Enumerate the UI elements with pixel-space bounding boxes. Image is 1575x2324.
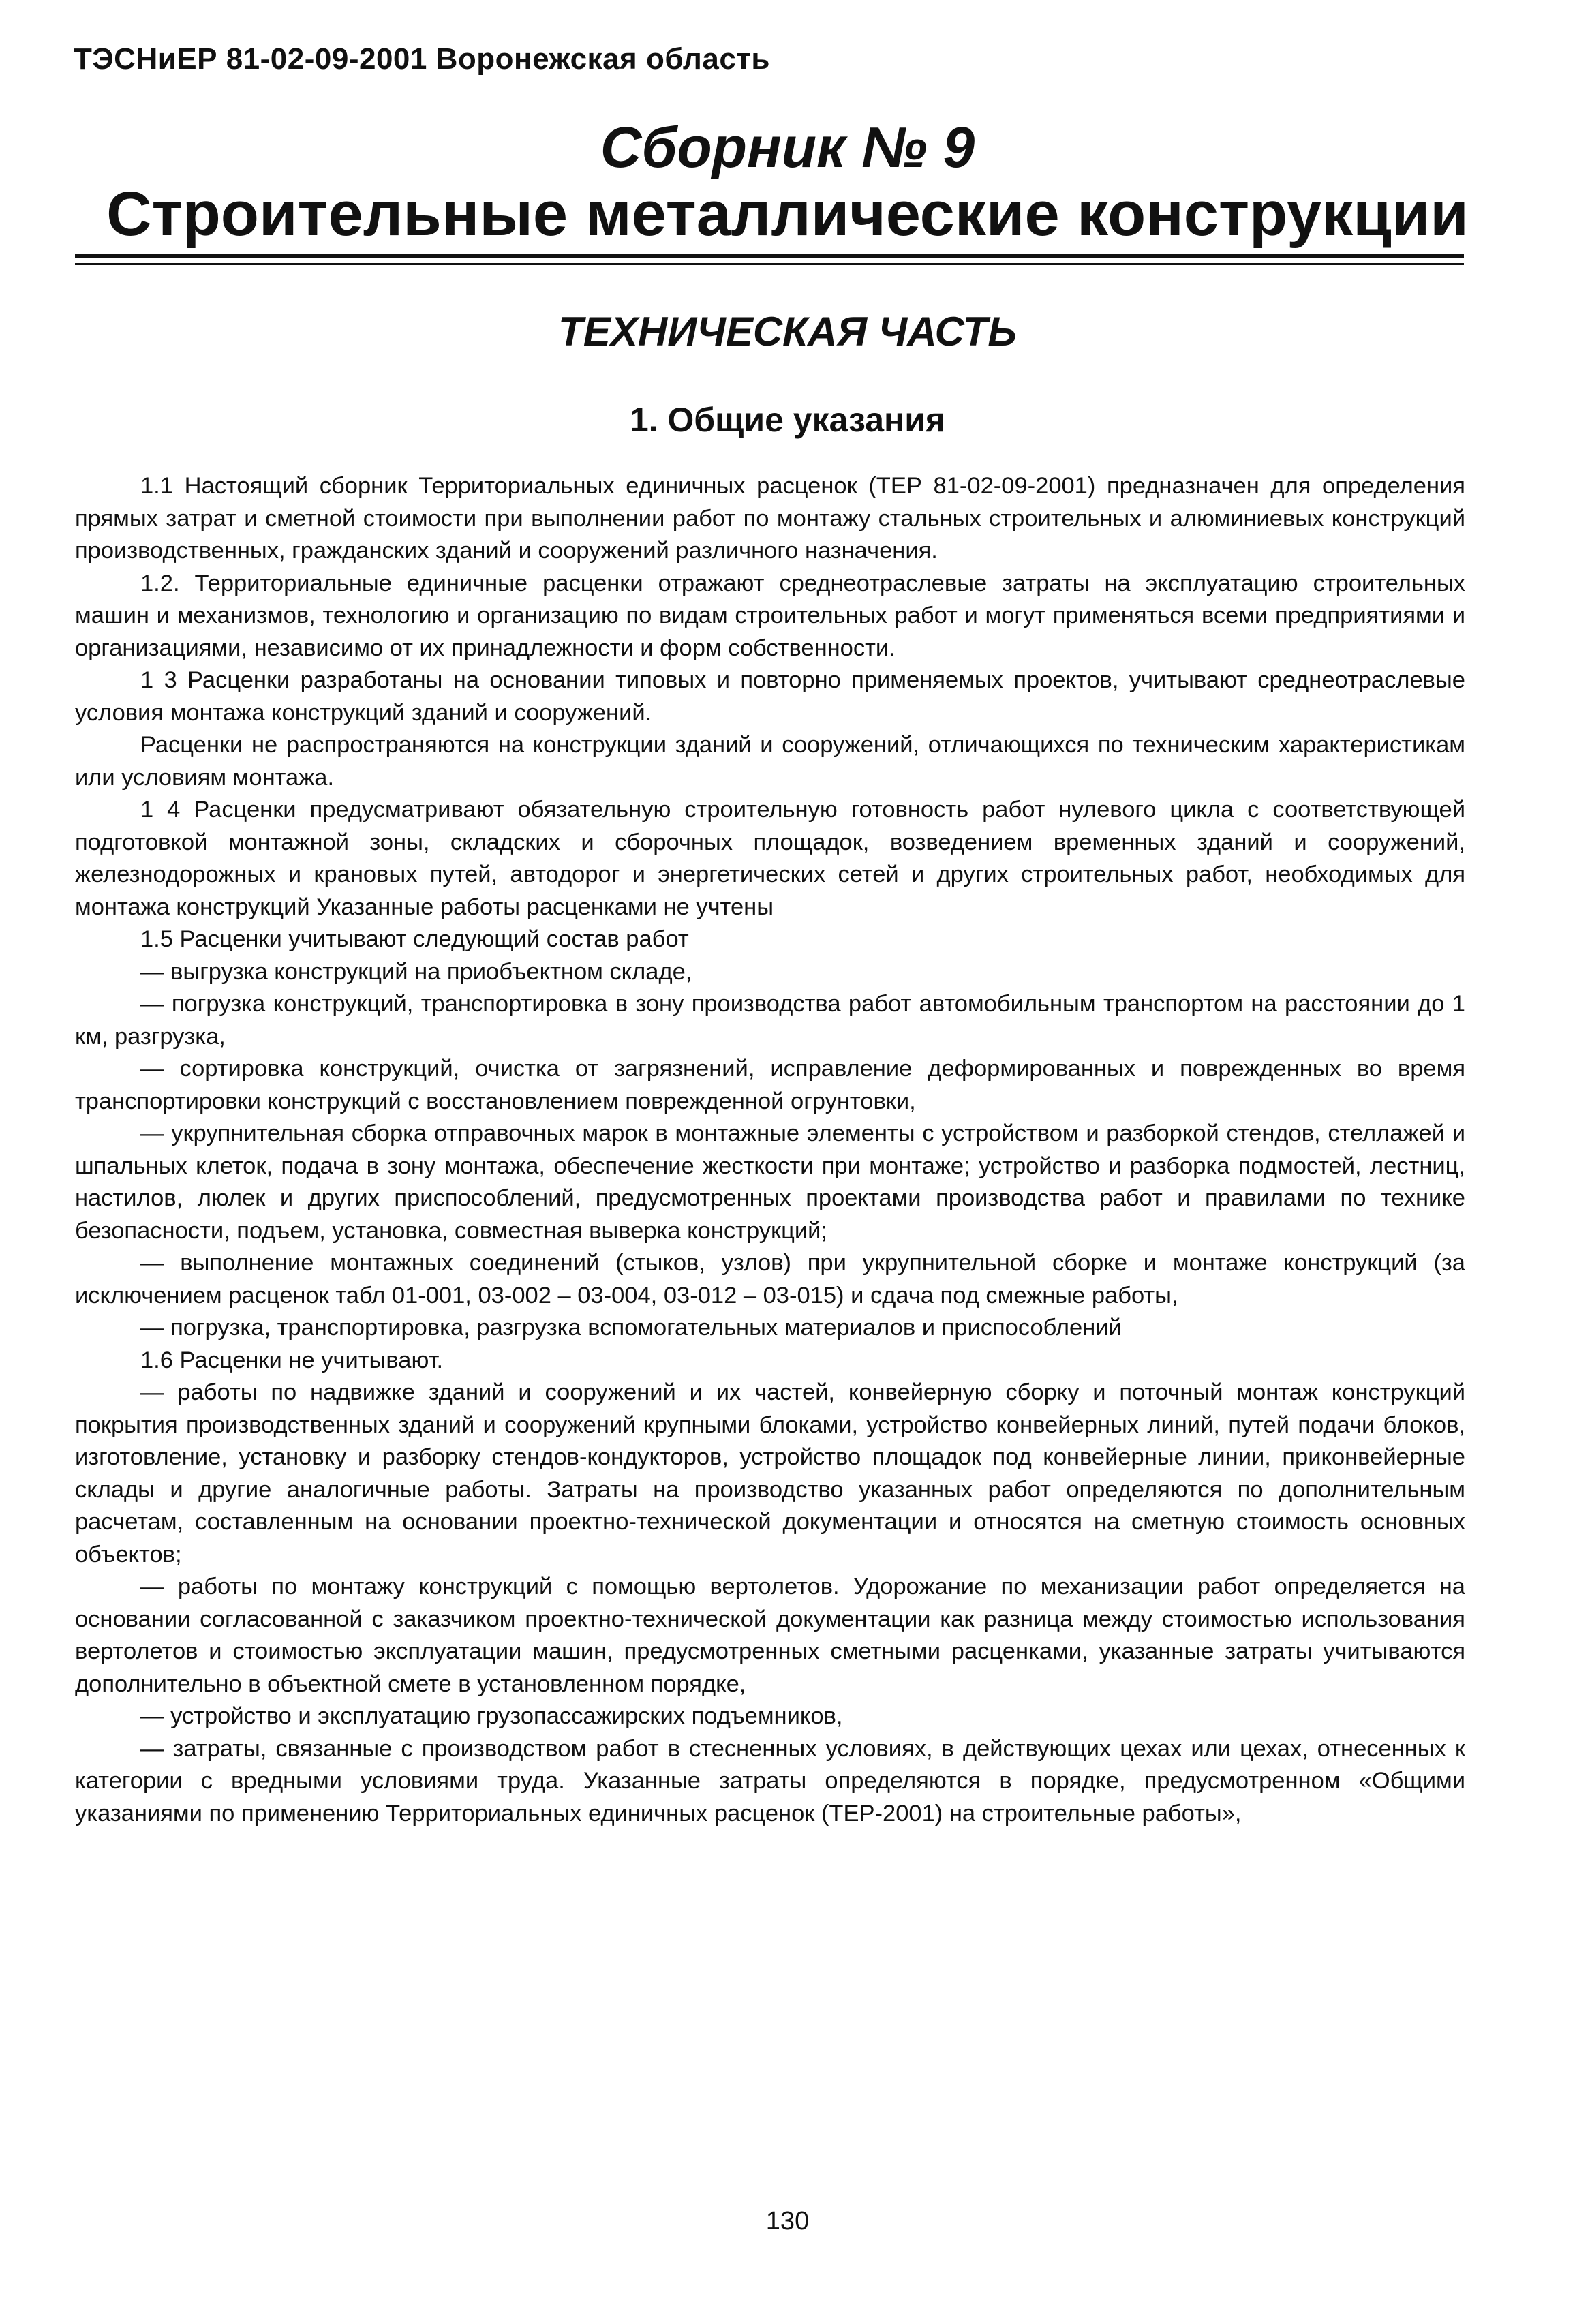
section-heading: ТЕХНИЧЕСКАЯ ЧАСТЬ xyxy=(558,309,1017,354)
list-item: — сортировка конструкций, очистка от загрязнений, исправление деформированных и поврежденных во время транспортировки конструкций с восстановлением поврежденной огрунтовки, xyxy=(75,1056,1465,1114)
paragraph: Расценки не распространяются на конструкции зданий и сооружений, отличающихся по техническим характеристикам или условиям монтажа. xyxy=(75,732,1465,791)
subsection-heading: 1. Общие указания xyxy=(629,401,946,439)
paragraph: 1.5 Расценки учитывают следующий состав работ xyxy=(140,926,689,952)
title-double-rule-thin xyxy=(75,263,1464,265)
list-item: — работы по надвижке зданий и сооружений и их частей, конвейерную сборку и поточный монтаж конструкций покрытия производственных зданий и сооружений крупными блоками, устройство конвейерных линий, путей подачи блоков, изготовление, установку и разборку стендов-кондукторов, устройство площадок под конвейерные линии, приконвейерные склады и другие аналогичные работы. Затраты на производство указанных работ определяются по дополнительным расчетам, составленным на основании проектно-технической документации и относятся на сметную стоимость основных объектов; xyxy=(75,1379,1465,1568)
list-item: — выполнение монтажных соединений (стыков, узлов) при укрупнительной сборке и монтаже конструкций (за исключением расценок табл 01-001, 03-002 – 03-004, 03-012 – 03-015) и сдача под смежные работы, xyxy=(75,1250,1465,1309)
list-item: — укрупнительная сборка отправочных марок в монтажные элементы с устройством и разборкой стендов, стеллажей и шпальных клеток, подача в зону монтажа, обеспечение жесткости при монтаже; устройство и разборка подмостей, лестниц, настилов, люлек и других приспособлений, предусмотренных проектами производства работ и правилами по технике безопасности, подъем, установка, совместная выверка конструкций; xyxy=(75,1120,1465,1244)
paragraph: 1.1 Настоящий сборник Территориальных единичных расценок (ТЕР 81-02-09-2001) предназначен для определения прямых затрат и сметной стоимости при выполнении работ по монтажу стальных строительных и алюминиевых конструкций производственных, гражданских зданий и сооружений различного назначения. xyxy=(75,473,1465,564)
title-double-rule-thick xyxy=(75,254,1464,258)
paragraph: 1.6 Расценки не учитывают. xyxy=(140,1347,444,1373)
body-text xyxy=(75,470,1465,1830)
paragraph: 1 3 Расценки разработаны на основании типовых и повторно применяемых проектов, учитывают среднеотраслевые условия монтажа конструкций зданий и сооружений. xyxy=(75,667,1465,726)
paragraph: 1.2. Территориальные единичные расценки отражают среднеотраслевые затраты на эксплуатацию строительных машин и механизмов, технологию и организацию по видам строительных работ и могут применяться всеми предприятиями и организациями, независимо от их принадлежности и форм собственности. xyxy=(75,570,1465,661)
list-item: — затраты, связанные с производством работ в стесненных условиях, в действующих цехах или цехах, отнесенных к категории с вредными условиями труда. Указанные затраты определяются в порядке, предусмотренном «Общими указаниями по применению Территориальных единичных расценок (ТЕР-2001) на строительные работы», xyxy=(75,1735,1465,1826)
paragraph: 1 4 Расценки предусматривают обязательную строительную готовность работ нулевого цикла с соответствующей подготовкой монтажной зоны, складских и сборочных площадок, возведением временных зданий и сооружений, железнодорожных и крановых путей, автодорог и энергетических сетей и других строительных работ, необходимых для монтажа конструкций Указанные работы расценками не учтены xyxy=(75,797,1465,920)
page-number: 130 xyxy=(765,2207,810,2235)
collection-number: Сборник № 9 xyxy=(600,115,975,179)
collection-title: Строительные металлические конструкции xyxy=(106,179,1469,249)
running-header: ТЭСНиЕР 81-02-09-2001 Воронежская область xyxy=(74,42,770,76)
list-item: — выгрузка конструкций на приобъектном складе, xyxy=(140,958,692,985)
list-item: — погрузка, транспортировка, разгрузка вспомогательных материалов и приспособлений xyxy=(140,1315,1122,1341)
list-item: — устройство и эксплуатацию грузопассажирских подъемников, xyxy=(140,1703,843,1729)
list-item: — работы по монтажу конструкций с помощью вертолетов. Удорожание по механизации работ определяется на основании согласованной с заказчиком проектно-технической документации как разница между стоимостью использования вертолетов и стоимостью эксплуатации машин, предусмотренных сметными расценками, указанные затраты учитываются дополнительно в объектной смете в установленном порядке, xyxy=(75,1574,1465,1697)
list-item: — погрузка конструкций, транспортировка в зону производства работ автомобильным транспортом на расстоянии до 1 км, разгрузка, xyxy=(75,991,1465,1050)
